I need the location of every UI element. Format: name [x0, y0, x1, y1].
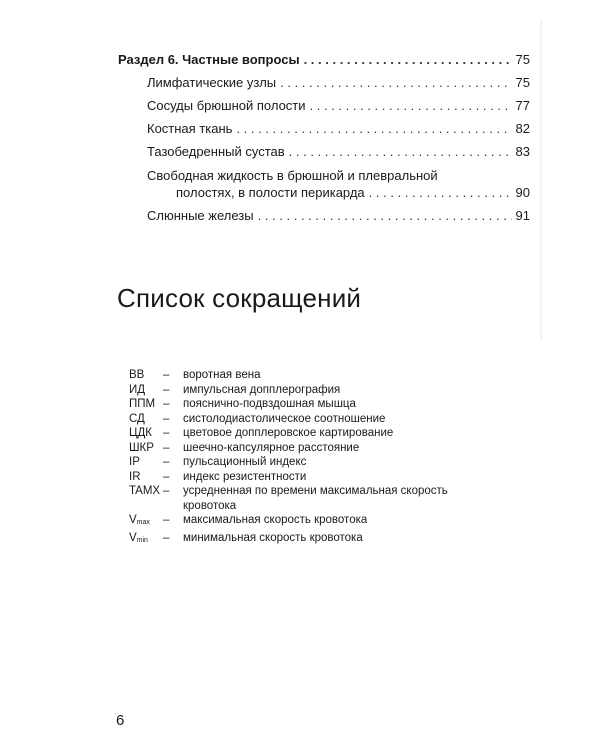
toc-page-number: 77: [515, 98, 530, 113]
toc-page-number: 75: [515, 75, 530, 90]
abbreviation-row: [129, 383, 529, 398]
abbreviation-row: [129, 484, 529, 513]
abbreviation-key: ЦДК: [129, 427, 152, 439]
abbreviation-description-line1: усредненная по времени максимальная скорость: [183, 485, 448, 497]
abbreviation-dash: –: [163, 398, 170, 410]
abbreviation-description: систолодиастолическое соотношение: [183, 412, 386, 425]
toc-entry: [118, 98, 530, 121]
abbreviation-key-subscript: max: [136, 519, 150, 526]
toc-leader-dots: [304, 52, 512, 68]
abbreviation-description: минимальная скорость кровотока: [183, 531, 363, 544]
abbreviation-description: пульсационный индекс: [183, 456, 307, 468]
abbreviation-row: [129, 397, 529, 412]
toc-section-row: [118, 52, 530, 75]
abbreviation-dash: –: [163, 412, 170, 425]
abbreviation-key: ППМ: [129, 398, 156, 410]
toc-leader-dots: [310, 98, 512, 114]
toc-entry-title-line2: полостях, в полости перикарда: [176, 185, 365, 200]
abbreviation-description-line2: кровотока: [183, 499, 237, 512]
abbreviation-row: [129, 470, 529, 485]
abbreviation-row: [129, 531, 529, 549]
abbreviations-heading: Список сокращений: [117, 283, 362, 313]
toc-entry: [118, 75, 530, 98]
toc-leader-dots: [289, 144, 512, 160]
abbreviation-dash: –: [163, 369, 170, 381]
abbreviation-row: [129, 455, 529, 470]
abbreviation-dash: –: [163, 427, 170, 439]
abbreviation-key-base: V: [129, 531, 137, 544]
abbreviation-description: индекс резистентности: [183, 470, 307, 483]
abbreviations-list: [129, 368, 529, 548]
toc-leader-dots: [280, 75, 511, 91]
abbreviation-key: СД: [129, 412, 145, 425]
abbreviation-dash: –: [163, 485, 170, 497]
toc-page-number: 82: [515, 121, 530, 136]
abbreviation-dash: –: [163, 531, 170, 544]
toc-entry-title: Лимфатические узлы: [147, 75, 277, 90]
page-edge-shadow: [540, 20, 543, 340]
abbreviation-description: [183, 484, 529, 513]
abbreviation-description: шеечно-капсулярное расстояние: [183, 441, 360, 454]
abbreviation-description: пояснично-подвздошная мышца: [183, 398, 356, 410]
abbreviation-dash: –: [163, 456, 170, 468]
abbreviation-row: [129, 513, 529, 531]
abbreviation-key-subscript: min: [136, 536, 148, 544]
abbreviation-row: [129, 441, 529, 456]
abbreviation-dash: –: [163, 514, 170, 526]
abbreviation-key: TAMX: [129, 485, 161, 497]
abbreviation-key: [129, 513, 163, 531]
toc-entry-title: Тазобедренный сустав: [147, 144, 285, 159]
table-of-contents: [118, 52, 530, 231]
abbreviation-description: максимальная скорость кровотока: [183, 514, 368, 526]
abbreviation-key: ИД: [129, 383, 146, 396]
toc-entry: [118, 144, 530, 167]
toc-page-number: 75: [515, 52, 530, 67]
toc-entry: [118, 208, 530, 231]
toc-entry-multiline: [118, 167, 530, 201]
abbreviation-row: [129, 426, 529, 441]
toc-entry-title-line1: Свободная жидкость в брюшной и плевральной: [147, 168, 438, 183]
toc-leader-dots: [369, 184, 512, 201]
abbreviation-key: ВВ: [129, 369, 145, 381]
abbreviation-key-base: V: [129, 514, 137, 526]
toc-page-number: 83: [515, 144, 530, 159]
toc-section-title: Раздел 6. Частные вопросы: [118, 52, 300, 67]
toc-leader-dots: [236, 121, 511, 137]
toc-entry-title: Костная ткань: [147, 121, 233, 136]
page-number: 6: [116, 712, 125, 729]
toc-leader-dots: [258, 208, 512, 224]
abbreviation-dash: –: [163, 441, 170, 454]
abbreviation-row: [129, 368, 529, 383]
abbreviation-key: [129, 531, 163, 549]
toc-entry: [118, 121, 530, 144]
abbreviation-row: [129, 412, 529, 427]
abbreviation-description: воротная вена: [183, 369, 261, 381]
toc-entry-title: Сосуды брюшной полости: [147, 98, 306, 113]
abbreviation-description: импульсная допплерография: [183, 383, 341, 396]
abbreviation-dash: –: [163, 470, 170, 483]
abbreviation-key: IR: [129, 470, 141, 483]
abbreviation-key: IP: [129, 456, 140, 468]
toc-entry-title: Слюнные железы: [147, 208, 254, 223]
abbreviation-description: цветовое допплеровское картирование: [183, 427, 394, 439]
abbreviation-dash: –: [163, 383, 170, 396]
toc-page-number: 90: [515, 185, 530, 200]
abbreviation-key: ШКР: [129, 441, 154, 454]
toc-page-number: 91: [515, 208, 530, 223]
